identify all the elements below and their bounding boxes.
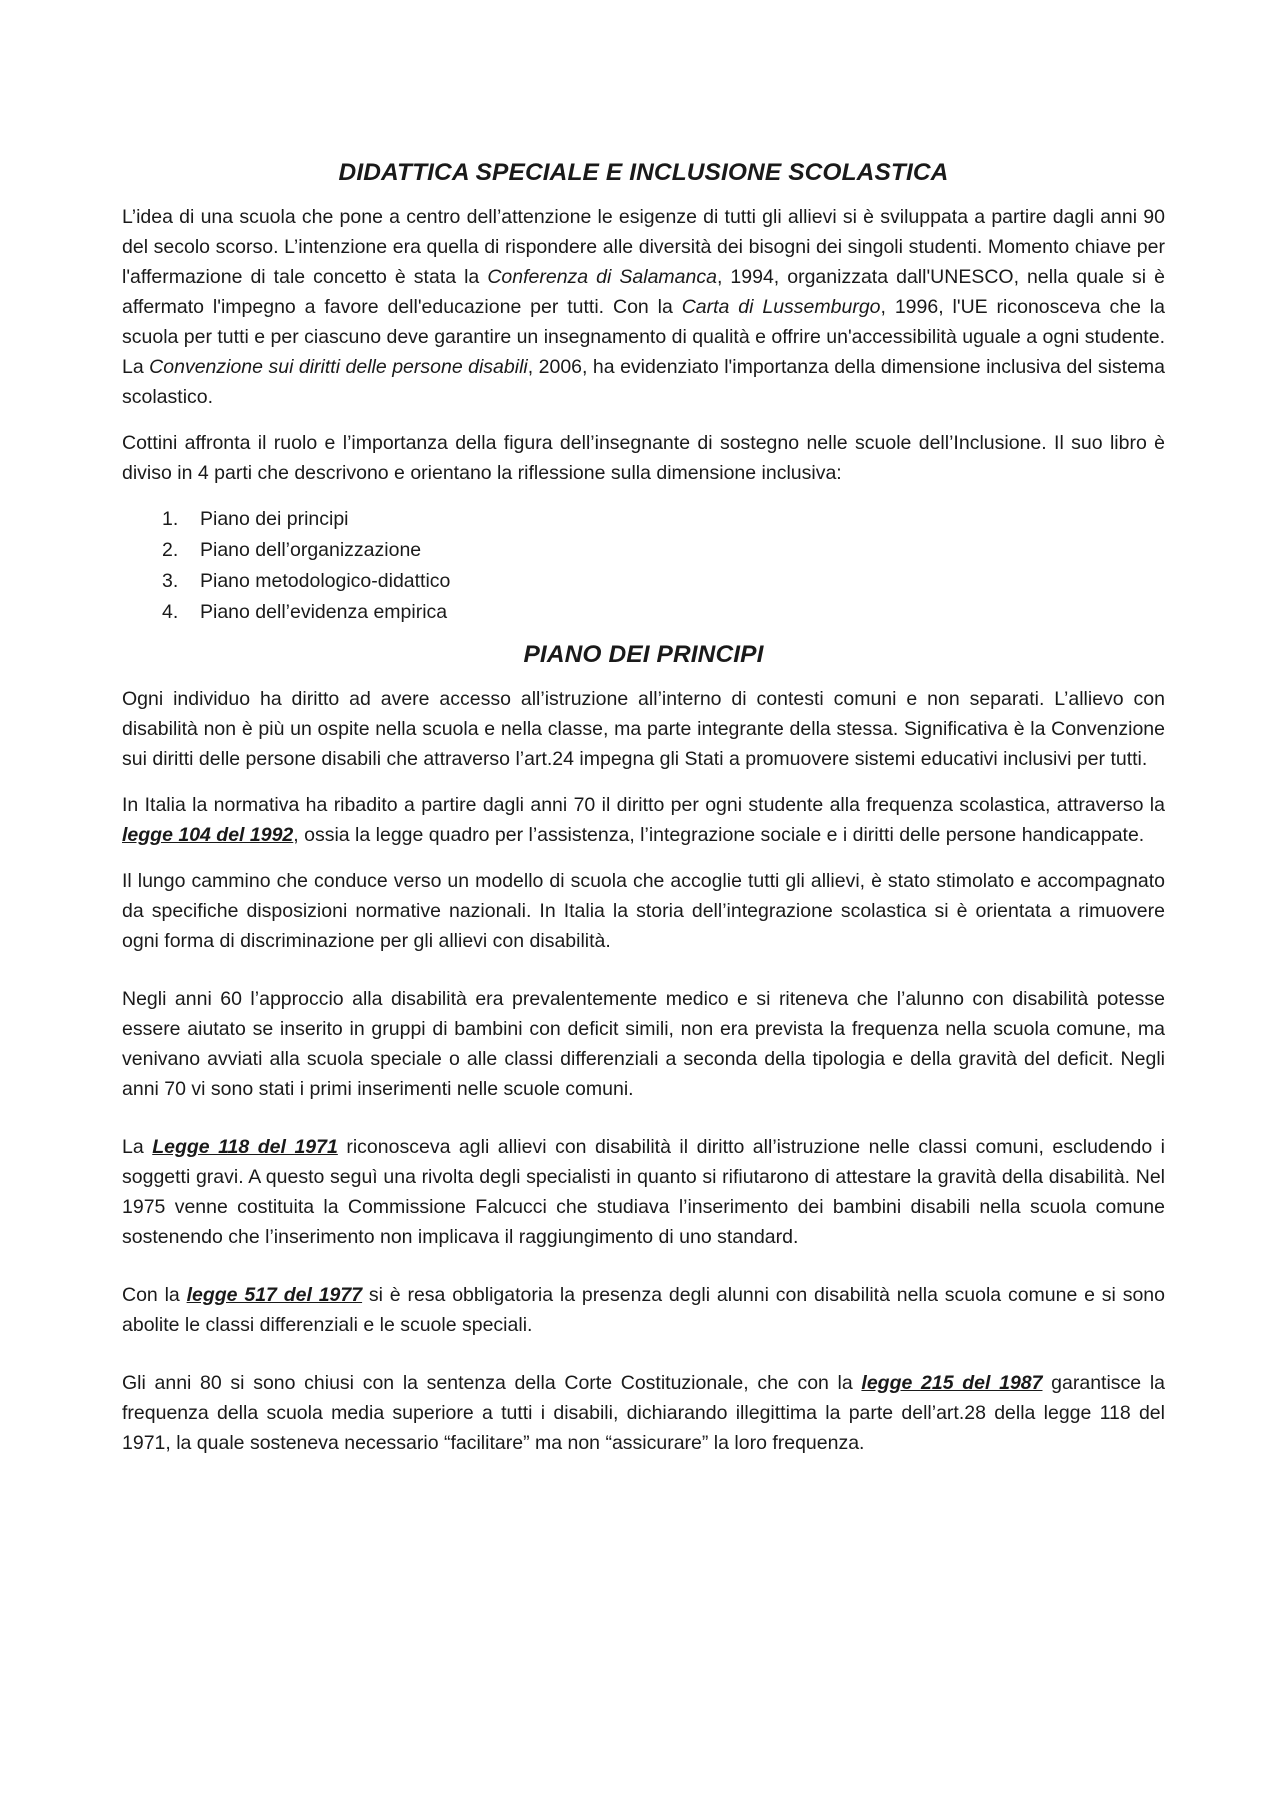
- list-label: Piano dell’organizzazione: [200, 539, 422, 561]
- intro-text-4: , 2006, ha evidenziato l'importanza della dimensione inclusiva del sistema scolastico.: [122, 356, 1165, 408]
- legge1977-text-2: si è resa obbligatoria la presenza degli alunni con disabilità nella scuola comune e si sono abolite le classi differenziali e le scuole speciali.: [122, 1284, 1165, 1336]
- intro-salamanca: Conferenza di Salamanca: [487, 266, 717, 288]
- parts-list: [122, 504, 1165, 628]
- italia-paragraph: [122, 790, 1165, 850]
- list-item: [122, 504, 1165, 535]
- italia-text-2: , ossia la legge quadro per l’assistenza, l’integrazione sociale e i diritti delle persone handicappate.: [293, 824, 1145, 846]
- cammino-paragraph: Il lungo cammino che conduce verso un modello di scuola che accoglie tutti gli allievi, è stato stimolato e accompagnato da specifiche disposizioni normative nazionali. In Italia la storia dell’integrazione scolastica si è orientata a rimuovere ogni forma di discriminazione per gli allievi con disabilità.: [122, 870, 1165, 952]
- list-number: 4.: [162, 601, 179, 623]
- intro-lussemburgo: Carta di Lussemburgo: [681, 296, 881, 318]
- list-number: 2.: [162, 539, 179, 561]
- section-title: PIANO DEI PRINCIPI: [523, 641, 764, 668]
- law-215-1987: legge 215 del 1987: [861, 1372, 1043, 1394]
- list-label: Piano dell’evidenza empirica: [200, 601, 448, 623]
- list-number: 1.: [162, 508, 179, 530]
- cottini-paragraph: Cottini affronta il ruolo e l’importanza della figura dell’insegnante di sostegno nelle scuole dell’Inclusione. Il suo libro è diviso in 4 parti che descrivono e orientano la riflessione sulla dimensione inclusiva:: [122, 432, 1165, 484]
- italia-text-1: In Italia la normativa ha ribadito a partire dagli anni 70 il diritto per ogni studente alla frequenza scolastica, attraverso la: [122, 794, 1165, 816]
- legge1987-text-2: garantisce la frequenza della scuola media superiore a tutti i disabili, dichiarando illegittima la parte dell’art.28 della legge 118 del 1971, la quale sosteneva necessario “facilitare” ma non “assicurare” la loro frequenza.: [122, 1372, 1165, 1454]
- list-number: 3.: [162, 570, 179, 592]
- list-item: [122, 597, 1165, 628]
- list-label: Piano dei principi: [200, 508, 349, 530]
- document-title: DIDATTICA SPECIALE E INCLUSIONE SCOLASTICA: [338, 159, 949, 186]
- legge1977-paragraph: [122, 1280, 1165, 1340]
- legge1971-text-2: riconosceva agli allievi con disabilità il diritto all’istruzione nelle classi comuni, escludendo i soggetti gravi. A questo seguì una rivolta degli specialisti in quanto si rifiutarono di attestare la gravità della disabilità. Nel 1975 venne costituita la Commissione Falcucci che studiava l’inserimento dei bambini disabili nella scuola comune sostenendo che l’inserimento non implicava il raggiungimento di uno standard.: [122, 1136, 1166, 1248]
- law-118-1971: Legge 118 del 1971: [152, 1136, 338, 1158]
- intro-convenzione: Convenzione sui diritti delle persone disabili: [149, 356, 528, 378]
- law-517-1977: legge 517 del 1977: [186, 1284, 363, 1306]
- law-104-1992: legge 104 del 1992: [122, 824, 294, 846]
- document-page: [122, 148, 1165, 1474]
- list-label: Piano metodologico-didattico: [200, 570, 451, 592]
- intro-text-2: , 1994, organizzata dall'UNESCO, nella quale si è affermato l'impegno a favore dell'educazione per tutti. Con la: [122, 266, 1166, 318]
- anni60-paragraph: Negli anni 60 l’approccio alla disabilità era prevalentemente medico e si riteneva che l’alunno con disabilità potesse essere aiutato se inserito in gruppi di bambini con deficit simili, non era prevista la frequenza nella scuola comune, ma venivano avviati alla scuola speciale o alle classi differenziali a seconda della tipologia e della gravità del deficit. Negli anni 70 vi sono stati i primi inserimenti nelle scuole comuni.: [122, 988, 1165, 1100]
- list-item: [122, 566, 1165, 597]
- intro-paragraph: [122, 202, 1165, 412]
- legge1971-text-1: La: [122, 1136, 153, 1158]
- ogni-paragraph: Ogni individuo ha diritto ad avere accesso all’istruzione all’interno di contesti comuni e non separati. L’allievo con disabilità non è più un ospite nella scuola e nella classe, ma parte integrante della stessa. Significativa è la Convenzione sui diritti delle persone disabili che attraverso l’art.24 impegna gli Stati a promuovere sistemi educativi inclusivi per tutti.: [122, 688, 1165, 770]
- list-item: [122, 535, 1165, 566]
- legge1971-paragraph: [122, 1132, 1165, 1252]
- intro-text-1: L’idea di una scuola che pone a centro dell’attenzione le esigenze di tutti gli allievi si è sviluppata a partire dagli anni 90 del secolo scorso. L’intenzione era quella di rispondere alle diversità dei bisogni dei singoli studenti. Momento chiave per l'affermazione di tale concetto è stata la: [122, 206, 1165, 288]
- legge1987-text-1: Gli anni 80 si sono chiusi con la sentenza della Corte Costituzionale, che con la: [122, 1372, 862, 1394]
- legge1977-text-1: Con la: [122, 1284, 187, 1306]
- intro-text-3: , 1996, l'UE riconosceva che la scuola per tutti e per ciascuno deve garantire un insegnamento di qualità e offrire un'accessibilità uguale a ogni studente. La: [122, 296, 1165, 378]
- legge1987-paragraph: [122, 1368, 1165, 1458]
